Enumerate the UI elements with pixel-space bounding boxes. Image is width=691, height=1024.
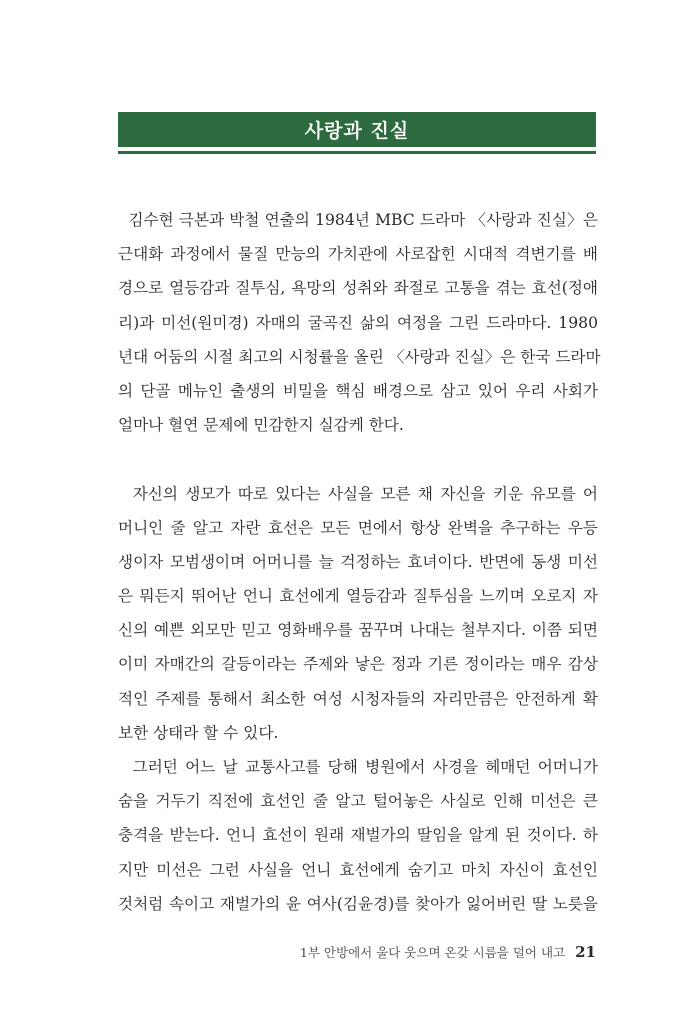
body-text: [118, 203, 601, 921]
text-line: 지만 미선은 그런 사실을 언니 효선에게 숨기고 마치 자신이 효선인: [118, 860, 598, 879]
page-footer: [300, 943, 596, 961]
page-number: 21: [575, 943, 596, 961]
text-line: 은 뭐든지 뛰어난 언니 효선에게 열등감과 질투심을 느끼며 오로지 자: [118, 587, 598, 606]
text-line: 보한 상태라 할 수 있다.: [118, 723, 279, 742]
text-line: 적인 주제를 통해서 최소한 여성 시청자들의 자리만큼은 안전하게 확: [118, 689, 598, 708]
running-head: 1부 안방에서 울다 웃으며 온갖 시름을 덜어 내고: [299, 945, 566, 960]
text-line: 김수현 극본과 박철 연출의 1984년 MBC 드라마 〈사랑과 진실〉은: [118, 211, 598, 229]
title-underline-divider: [118, 151, 596, 154]
text-line: 경으로 열등감과 질투심, 욕망의 성취와 좌절로 고통을 겪는 효선(정애: [118, 279, 598, 298]
text-line: 의 단골 메뉴인 출생의 비밀을 핵심 배경으로 삼고 있어 우리 사회가: [118, 381, 598, 400]
text-line: 머니인 줄 알고 자란 효선은 모든 면에서 항상 완벽을 추구하는 우등: [118, 518, 598, 537]
paragraph-gap: [118, 442, 598, 476]
text-line: 얼마나 혈연 문제에 민감한지 실감케 한다.: [118, 416, 404, 435]
text-line: 이미 자매간의 갈등이라는 주제와 낳은 정과 기른 정이라는 매우 감상: [118, 655, 598, 674]
text-line: 신의 예쁜 외모만 믿고 영화배우를 꿈꾸며 나대는 철부지다. 이쯤 되면: [118, 621, 598, 640]
text-line: 숨을 거두기 직전에 효선인 줄 알고 털어놓은 사실로 인해 미선은 큰: [118, 792, 598, 811]
text-line: 것처럼 속이고 재벌가의 윤 여사(김윤경)를 찾아가 잃어버린 딸 노릇을: [118, 894, 598, 913]
text-line: 생이자 모범생이며 어머니를 늘 걱정하는 효녀이다. 반면에 동생 미선: [118, 552, 598, 571]
text-line: 년대 어둠의 시절 최고의 시청률을 올린 〈사랑과 진실〉은 한국 드라마: [118, 347, 601, 366]
text-line: 그러던 어느 날 교통사고를 당해 병원에서 사경을 헤매던 어머니가: [118, 758, 598, 776]
text-line: 충격을 받는다. 언니 효선이 원래 재벌가의 딸임을 알게 된 것이다. 하: [118, 826, 598, 845]
chapter-title-banner: [118, 112, 596, 147]
text-line: 근대화 과정에서 물질 만능의 가치관에 사로잡힌 시대적 격변기를 배: [118, 245, 598, 264]
text-line: 자신의 생모가 따로 있다는 사실을 모른 채 자신을 키운 유모를 어: [118, 484, 598, 503]
text-line: 리)과 미선(원미경) 자매의 굴곡진 삶의 여정을 그린 드라마다. 1980: [118, 313, 598, 332]
chapter-title: 사랑과 진실: [304, 120, 410, 142]
